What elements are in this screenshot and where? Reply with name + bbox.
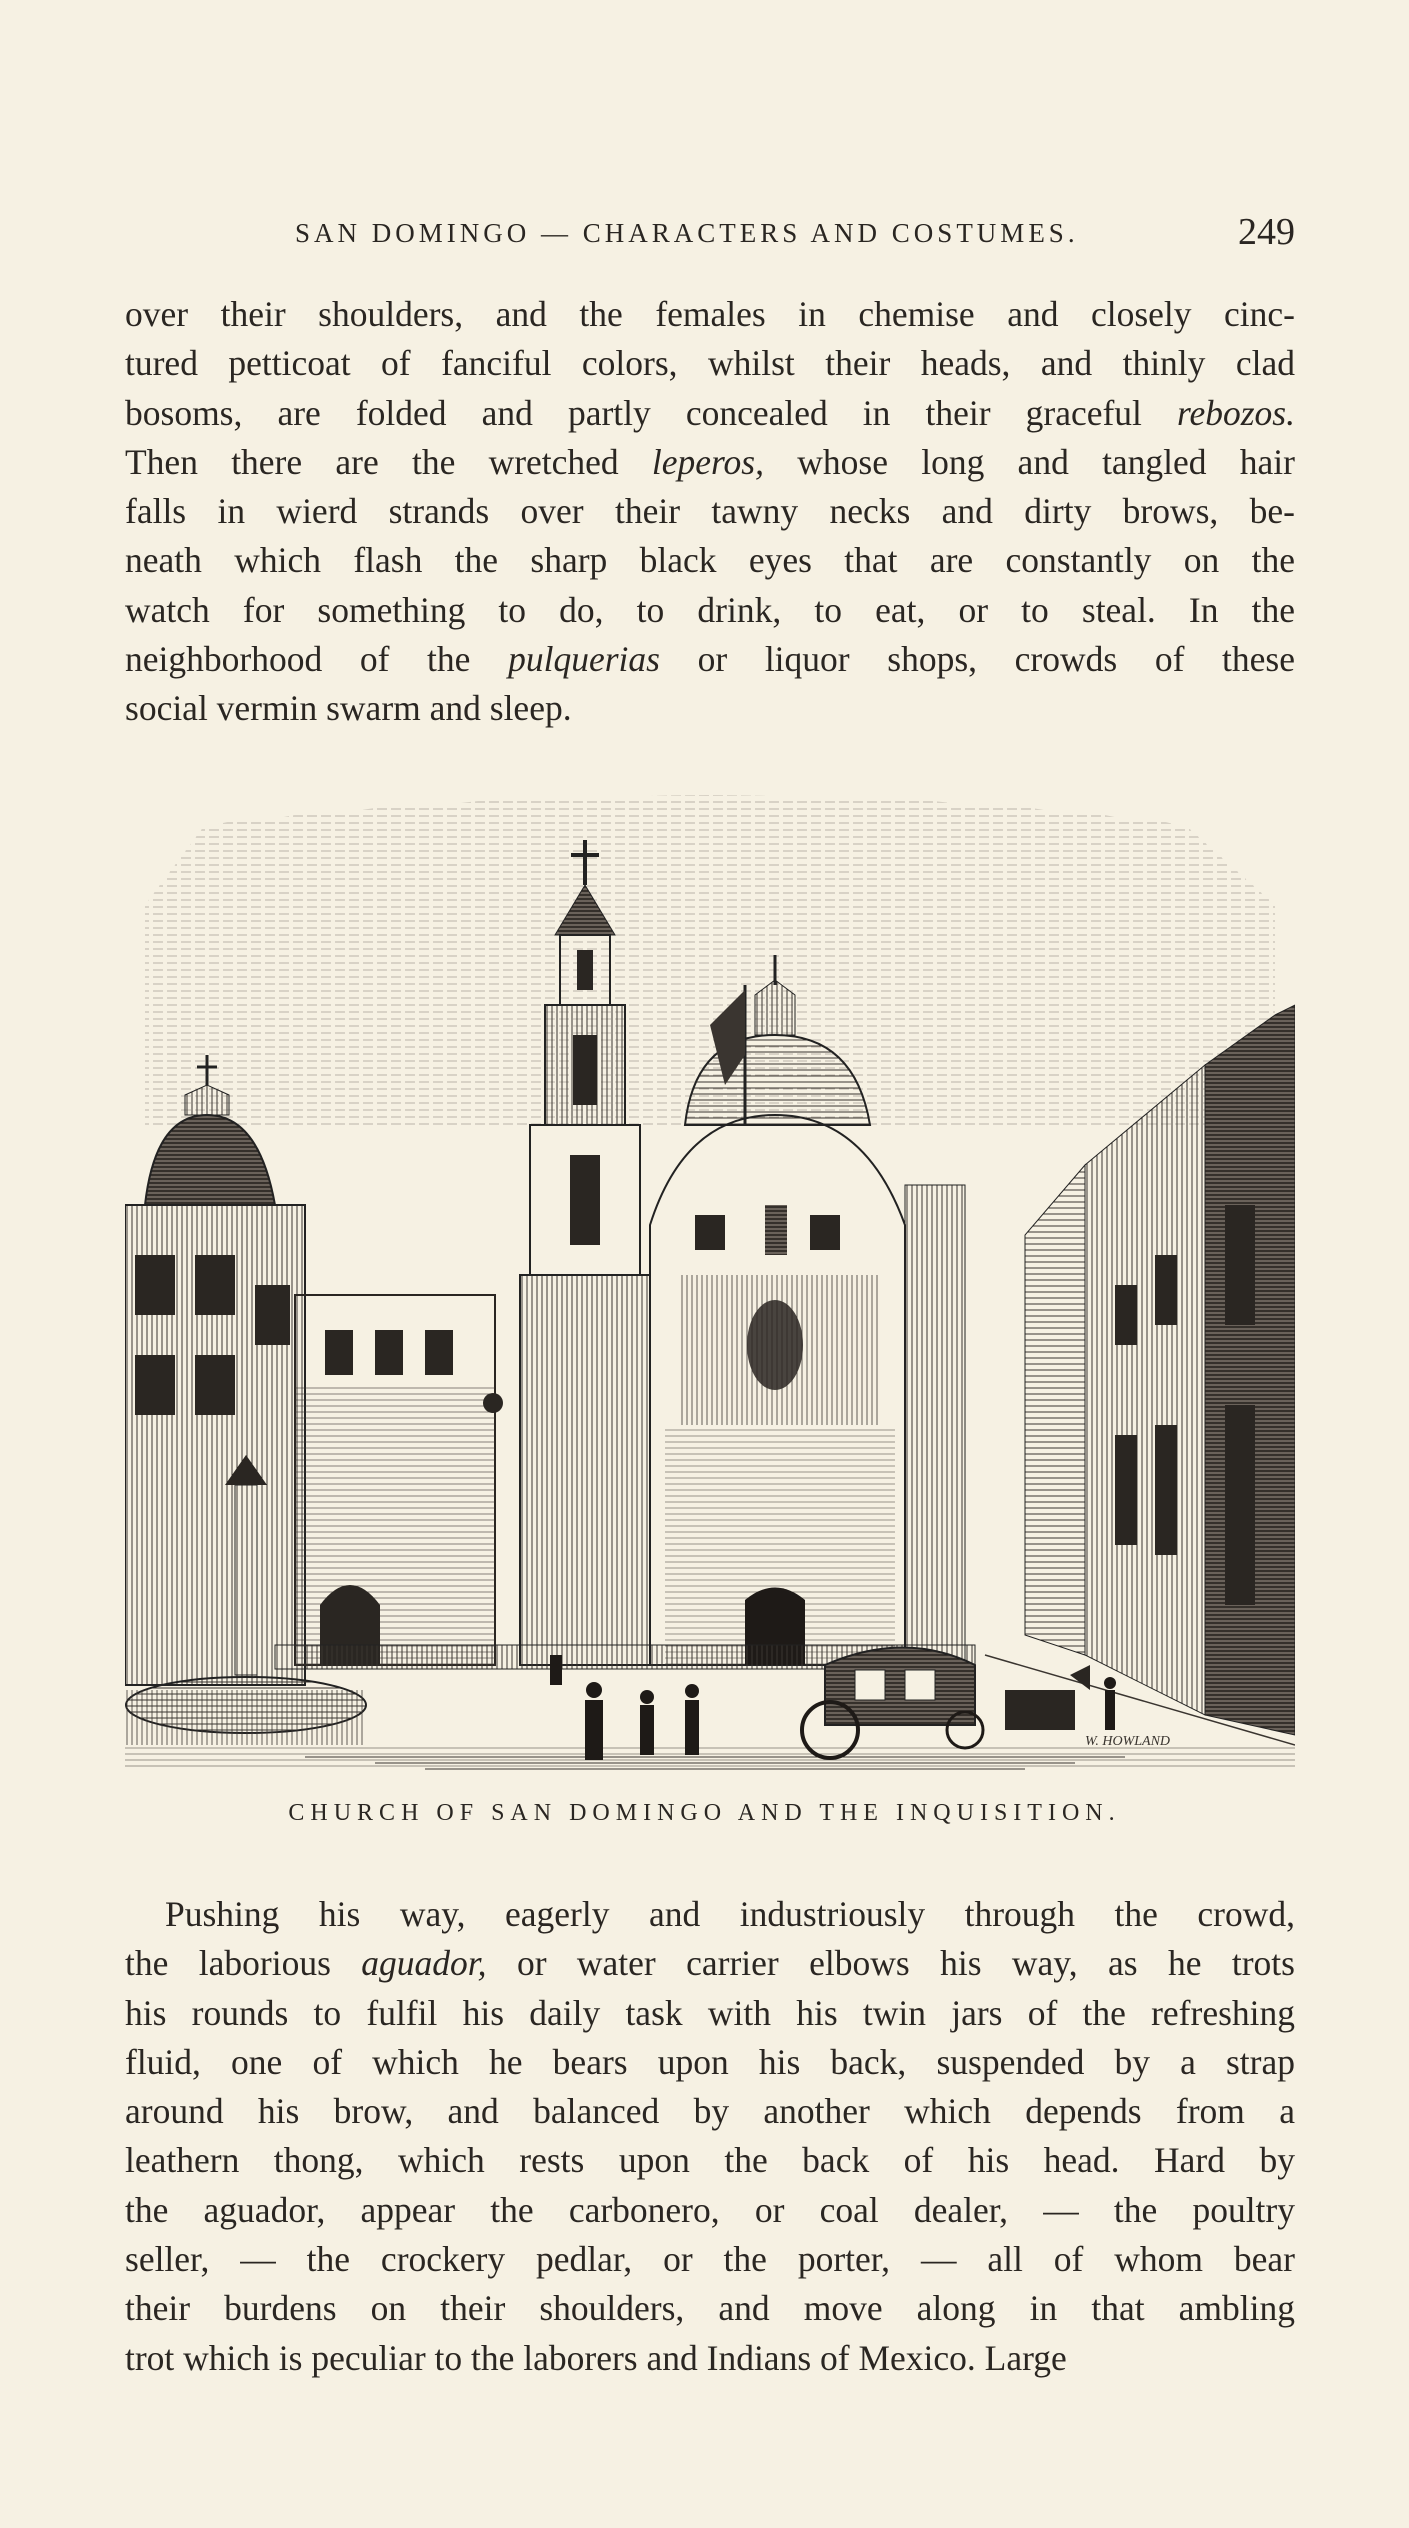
text-run: their burdens on their shoulders, and move along in that ambling — [125, 2288, 1295, 2329]
text-run: the laborious — [125, 1943, 362, 1984]
italic-term: leperos, — [651, 441, 764, 482]
text-run: his rounds to fulfil his daily task with his twin jars of the refreshing — [125, 1992, 1295, 2033]
engraver-signature: W. HOWLAND — [1085, 1734, 1171, 1749]
text-run: trot which is peculiar to the laborers and Indians of Mexico. Large — [125, 2337, 1067, 2378]
text-run: Pushing his way, eagerly and industriously through the crowd, — [165, 1894, 1295, 1934]
paragraph-2 — [125, 1890, 1295, 2383]
italic-term: rebozos. — [1176, 392, 1295, 433]
carriage — [802, 1648, 1090, 1759]
text-line — [125, 389, 1295, 438]
low-building — [295, 1295, 503, 1665]
text-run: or liquor shops, crowds of these — [659, 639, 1295, 680]
italic-term: pulquerias — [508, 639, 660, 680]
text-line — [125, 2334, 1295, 2383]
text-line — [125, 2038, 1295, 2087]
text-run: or water carrier elbows his way, as he trots — [486, 1943, 1295, 1984]
text-line — [125, 684, 1295, 733]
text-line — [125, 1890, 1295, 1939]
text-run: tured petticoat of fanciful colors, whilst their heads, and thinly clad — [125, 343, 1295, 384]
church-engraving — [125, 785, 1295, 1770]
text-line — [125, 290, 1295, 339]
text-line — [125, 2235, 1295, 2284]
text-run: watch for something to do, to drink, to eat, or to steal. In the — [125, 589, 1295, 630]
text-line — [125, 2087, 1295, 2136]
text-run: around his brow, and balanced by another which depends from a — [125, 2091, 1295, 2132]
italic-term: aguador, — [361, 1943, 487, 1984]
text-line — [125, 339, 1295, 388]
text-run: over their shoulders, and the females in chemise and closely cinc- — [125, 294, 1295, 334]
text-run: bosoms, are folded and partly concealed in their graceful — [125, 392, 1177, 433]
text-line — [125, 635, 1295, 684]
text-run: social vermin swarm and sleep. — [125, 688, 572, 729]
text-run: neath which flash the sharp black eyes that are constantly on the — [125, 540, 1295, 581]
text-line — [125, 1939, 1295, 1988]
text-line — [125, 1989, 1295, 2038]
running-head: SAN DOMINGO — CHARACTERS AND COSTUMES. — [295, 218, 1079, 248]
text-run: whose long and tangled hair — [764, 441, 1295, 482]
text-run: Then there are the wretched — [125, 441, 652, 482]
text-run: neighborhood of the — [125, 639, 509, 680]
engraving-figure — [125, 785, 1295, 1770]
left-dome-building — [125, 1055, 305, 1685]
text-run: leathern thong, which rests upon the back of his head. Hard by — [125, 2140, 1295, 2181]
text-line — [125, 438, 1295, 487]
text-run: falls in wierd strands over their tawny necks and dirty brows, be- — [125, 491, 1295, 532]
figure-caption: CHURCH OF SAN DOMINGO AND THE INQUISITION. — [288, 1800, 1121, 1826]
text-line — [125, 586, 1295, 635]
text-run: fluid, one of which he bears upon his back, suspended by a strap — [125, 2041, 1295, 2082]
text-line — [125, 487, 1295, 536]
text-line — [125, 2284, 1295, 2333]
page-number: 249 — [1238, 211, 1295, 253]
page-header — [125, 210, 1295, 260]
text-line — [125, 2186, 1295, 2235]
text-line — [125, 536, 1295, 585]
paragraph-1 — [125, 290, 1295, 734]
text-line — [125, 2136, 1295, 2185]
text-run: seller, — the crockery pedlar, or the porter, — all of whom bear — [125, 2239, 1295, 2280]
text-run: the aguador, appear the carbonero, or coal dealer, — the poultry — [125, 2189, 1295, 2230]
